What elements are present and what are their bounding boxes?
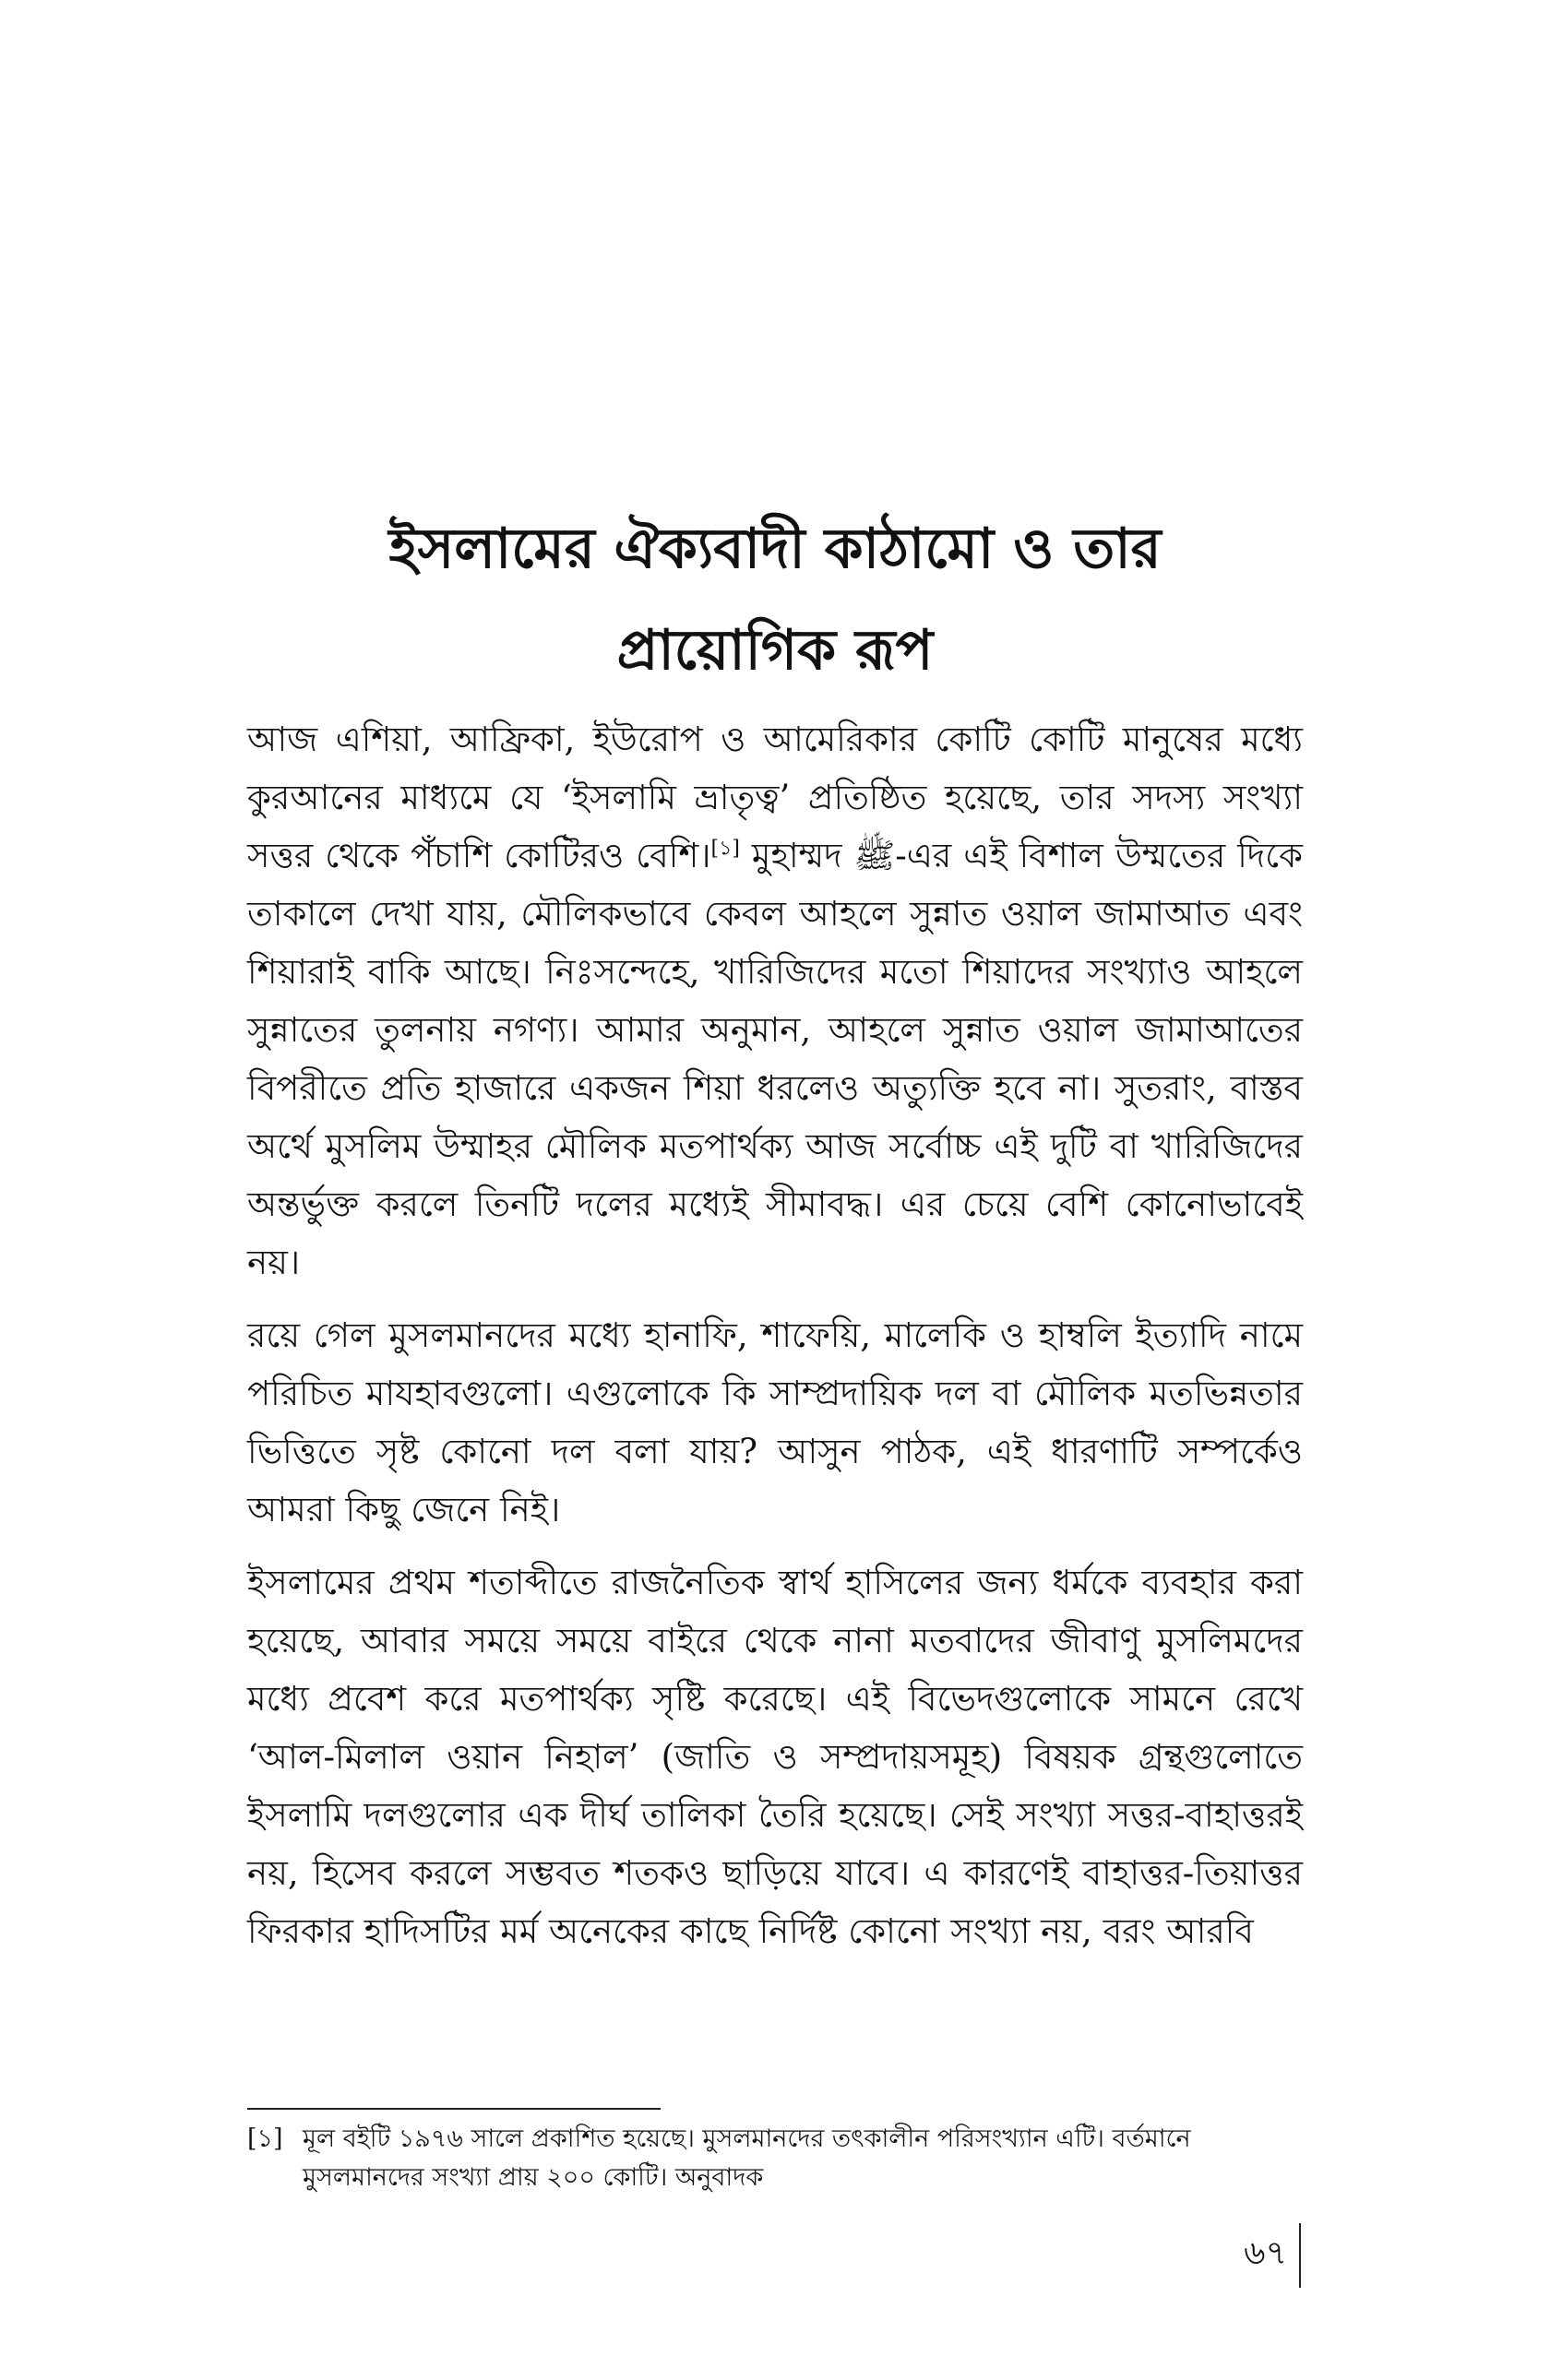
footnote-divider [247, 2108, 661, 2110]
chapter-title-line-2: প্রায়োগিক রূপ [616, 618, 934, 684]
body-text [247, 710, 1303, 1975]
footnote-marker: [১] [247, 2124, 283, 2153]
chapter-title [249, 498, 1301, 701]
paragraph-1-text-a: আজ এশিয়া, আফ্রিকা, ইউরোপ ও আমেরিকার কোটি কোটি মানুষের মধ্যে কুরআনের মাধ্যমে যে ‘ইসলামি ভ্রাতৃত্ব’ প্রতিষ্ঠিত হয়েছে, তার সদস্য সংখ্যা সত্তর থেকে পঁচাশি কোটিরও বেশি। [247, 720, 1303, 875]
paragraph-1 [247, 710, 1303, 1291]
chapter-title-line-1: ইসলামের ঐক্যবাদী কাঠামো ও তার [388, 517, 1162, 582]
page-number-divider [1299, 2223, 1301, 2288]
footnote-line-1: মূল বইটি ১৯৭৬ সালে প্রকাশিত হয়েছে। মুসলমানদের তৎকালীন পরিসংখ্যান এটি। বর্তমানে [303, 2124, 1191, 2153]
footnote-line-2: মুসলমানদের সংখ্যা প্রায় ২০০ কোটি। অনুবাদক [303, 2163, 764, 2192]
paragraph-3: ইসলামের প্রথম শতাব্দীতে রাজনৈতিক স্বার্থ হাসিলের জন্য ধর্মকে ব্যবহার করা হয়েছে, আবার সময়ে সময়ে বাইরে থেকে নানা মতবাদের জীবাণু মুসলিমদের মধ্যে প্রবেশ করে মতপার্থক্য সৃষ্টি করেছে। এই বিভেদগুলোকে সামনে রেখে ‘আল-মিলাল ওয়ান নিহাল’ (জাতি ও সম্প্রদায়সমূহ) বিষয়ক গ্রন্থগুলোতে ইসলামি দলগুলোর এক দীর্ঘ তালিকা তৈরি হয়েছে। সেই সংখ্যা সত্তর-বাহাত্তরই নয়, হিসেব করলে সম্ভবত শতকও ছাড়িয়ে যাবে। এ কারণেই বাহাত্তর-তিয়াত্তর ফিরকার হাদিসটির মর্ম অনেকের কাছে নির্দিষ্ট কোনো সংখ্যা নয়, বরং আরবি [247, 1563, 1303, 1951]
paragraph-2: রয়ে গেল মুসলমানদের মধ্যে হানাফি, শাফেয়ি, মালেকি ও হাম্বলি ইত্যাদি নামে পরিচিত মাযহাবগুলো। এগুলোকে কি সাম্প্রদায়িক দল বা মৌলিক মতভিন্নতার ভিত্তিতে সৃষ্ট কোনো দল বলা যায়? আসুন পাঠক, এই ধারণাটি সম্পর্কেও আমরা কিছু জেনে নিই। [247, 1315, 1304, 1529]
footnote [247, 2120, 1303, 2197]
page-number: ৬৭ [1244, 2234, 1287, 2272]
paragraph-1-text-b: মুহাম্মদ ﷺ-এর এই বিশাল উম্মতের দিকে তাকালে দেখা যায়, মৌলিকভাবে কেবল আহলে সুন্নাত ওয়াল জামাআত এবং শিয়ারাই বাকি আছে। নিঃসন্দেহে, খারিজিদের মতো শিয়াদের সংখ্যাও আহলে সুন্নাতের তুলনায় নগণ্য। আমার অনুমান, আহলে সুন্নাত ওয়াল জামাআতের বিপরীতে প্রতি হাজারে একজন শিয়া ধরলেও অত্যুক্তি হবে না। সুতরাং, বাস্তব অর্থে মুসলিম উম্মাহর মৌলিক মতপার্থক্য আজ সর্বোচ্চ এই দুটি বা খারিজিদের অন্তর্ভুক্ত করলে তিনটি দলের মধ্যেই সীমাবদ্ধ। এর চেয়ে বেশি কোনোভাবেই নয়। [247, 836, 1303, 1282]
footnote-reference[interactable]: [১] [710, 837, 740, 861]
